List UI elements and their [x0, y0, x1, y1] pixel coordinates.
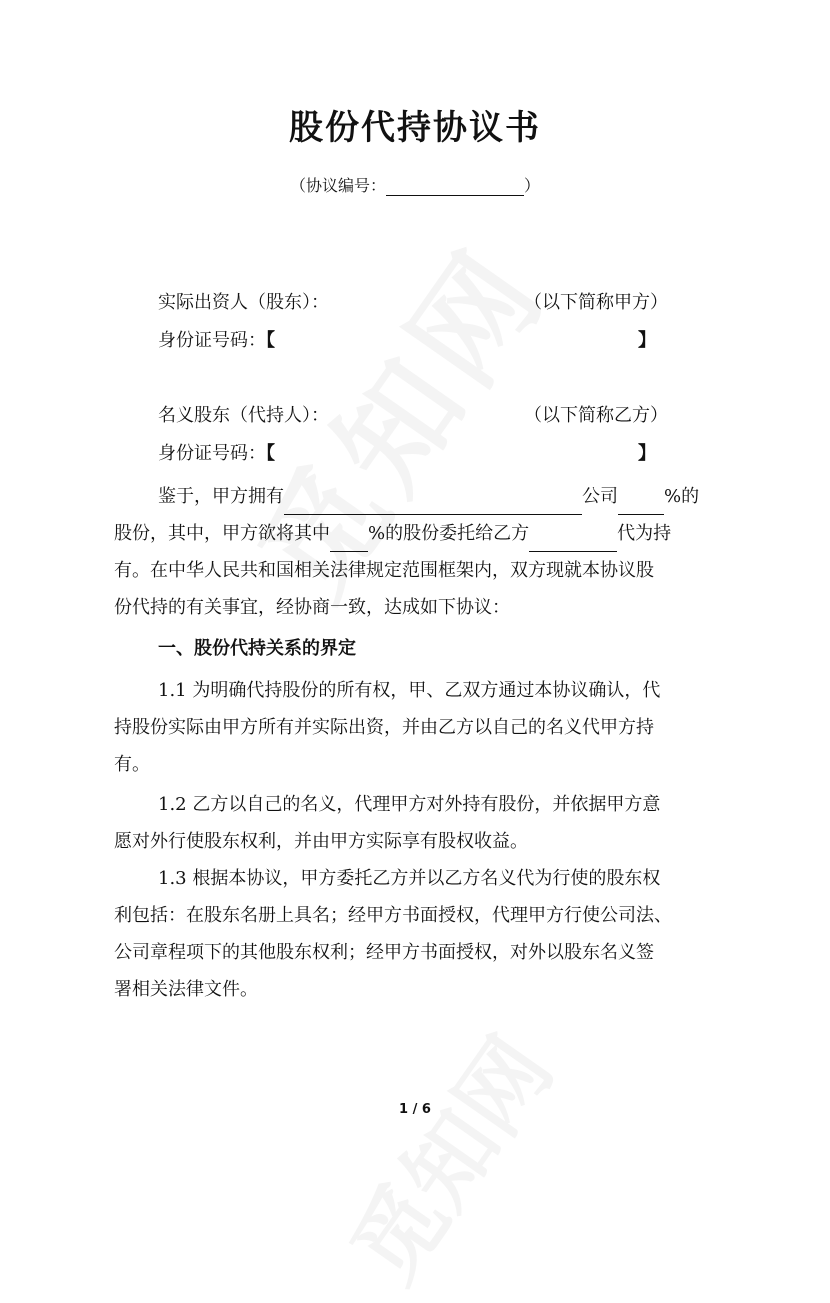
page-number: 1 / 6	[399, 1102, 431, 1117]
clause-1-3: 1.3 根据本协议，甲方委托乙方并以乙方名义代为行使的股东权 利包括：在股东名册上具名；经甲方书面授权，代理甲方行使公司法、 公司章程项下的其他股东权利；经甲方书面授权，对外以股东名义签 署相关法律文件。	[114, 868, 672, 1000]
party-b-alias: （以下简称乙方）	[524, 405, 668, 426]
preamble-paragraph	[114, 478, 714, 626]
preamble-line-1: 鉴于，甲方拥有 公司 %的	[114, 478, 714, 515]
company-name-blank[interactable]	[284, 496, 582, 515]
party-b-id-row	[158, 439, 668, 467]
party-a-id-label: 身份证号码：【	[158, 330, 275, 351]
clause-1-1: 1.1 为明确代持股份的所有权，甲、乙双方通过本协议确认，代 持股份实际由甲方所有并实际出资，并由乙方以自己的名义代甲方持 有。	[114, 680, 661, 775]
share-percent-blank[interactable]	[618, 496, 664, 515]
party-a-id-close: 】	[638, 330, 656, 351]
party-b-label: 名义股东（代持人）：	[158, 405, 329, 426]
preamble-line-2: 股份，其中，甲方欲将其中 %的股份委托给乙方 代为持	[114, 515, 714, 552]
party-b-name-blank[interactable]	[529, 533, 617, 552]
party-b-row	[158, 401, 668, 429]
party-a-label: 实际出资人（股东）：	[158, 292, 329, 313]
party-a-alias: （以下简称甲方）	[524, 292, 668, 313]
agreement-number	[0, 173, 830, 196]
preamble-line-4: 份代持的有关事宜，经协商一致，达成如下协议：	[114, 597, 510, 618]
agreement-number-label: （协议编号：	[289, 176, 386, 195]
party-a-id-row	[158, 326, 668, 354]
party-b-id-close: 】	[638, 443, 656, 464]
entrusted-percent-blank[interactable]	[330, 533, 368, 552]
party-a-row	[158, 288, 668, 316]
preamble-line-3: 有。在中华人民共和国相关法律规定范围框架内，双方现就本协议股	[114, 560, 654, 581]
document-title: 股份代持协议书	[289, 108, 541, 148]
clause-1-2: 1.2 乙方以自己的名义，代理甲方对外持有股份，并依据甲方意 愿对外行使股东权利，并由甲方实际享有股权收益。	[114, 794, 661, 852]
watermark-bottom	[315, 983, 585, 1298]
party-b-id-label: 身份证号码：【	[158, 443, 275, 464]
agreement-number-close: ）	[524, 176, 541, 195]
agreement-number-blank[interactable]	[386, 177, 524, 196]
section-1-heading: 一、股份代持关系的界定	[158, 638, 356, 659]
